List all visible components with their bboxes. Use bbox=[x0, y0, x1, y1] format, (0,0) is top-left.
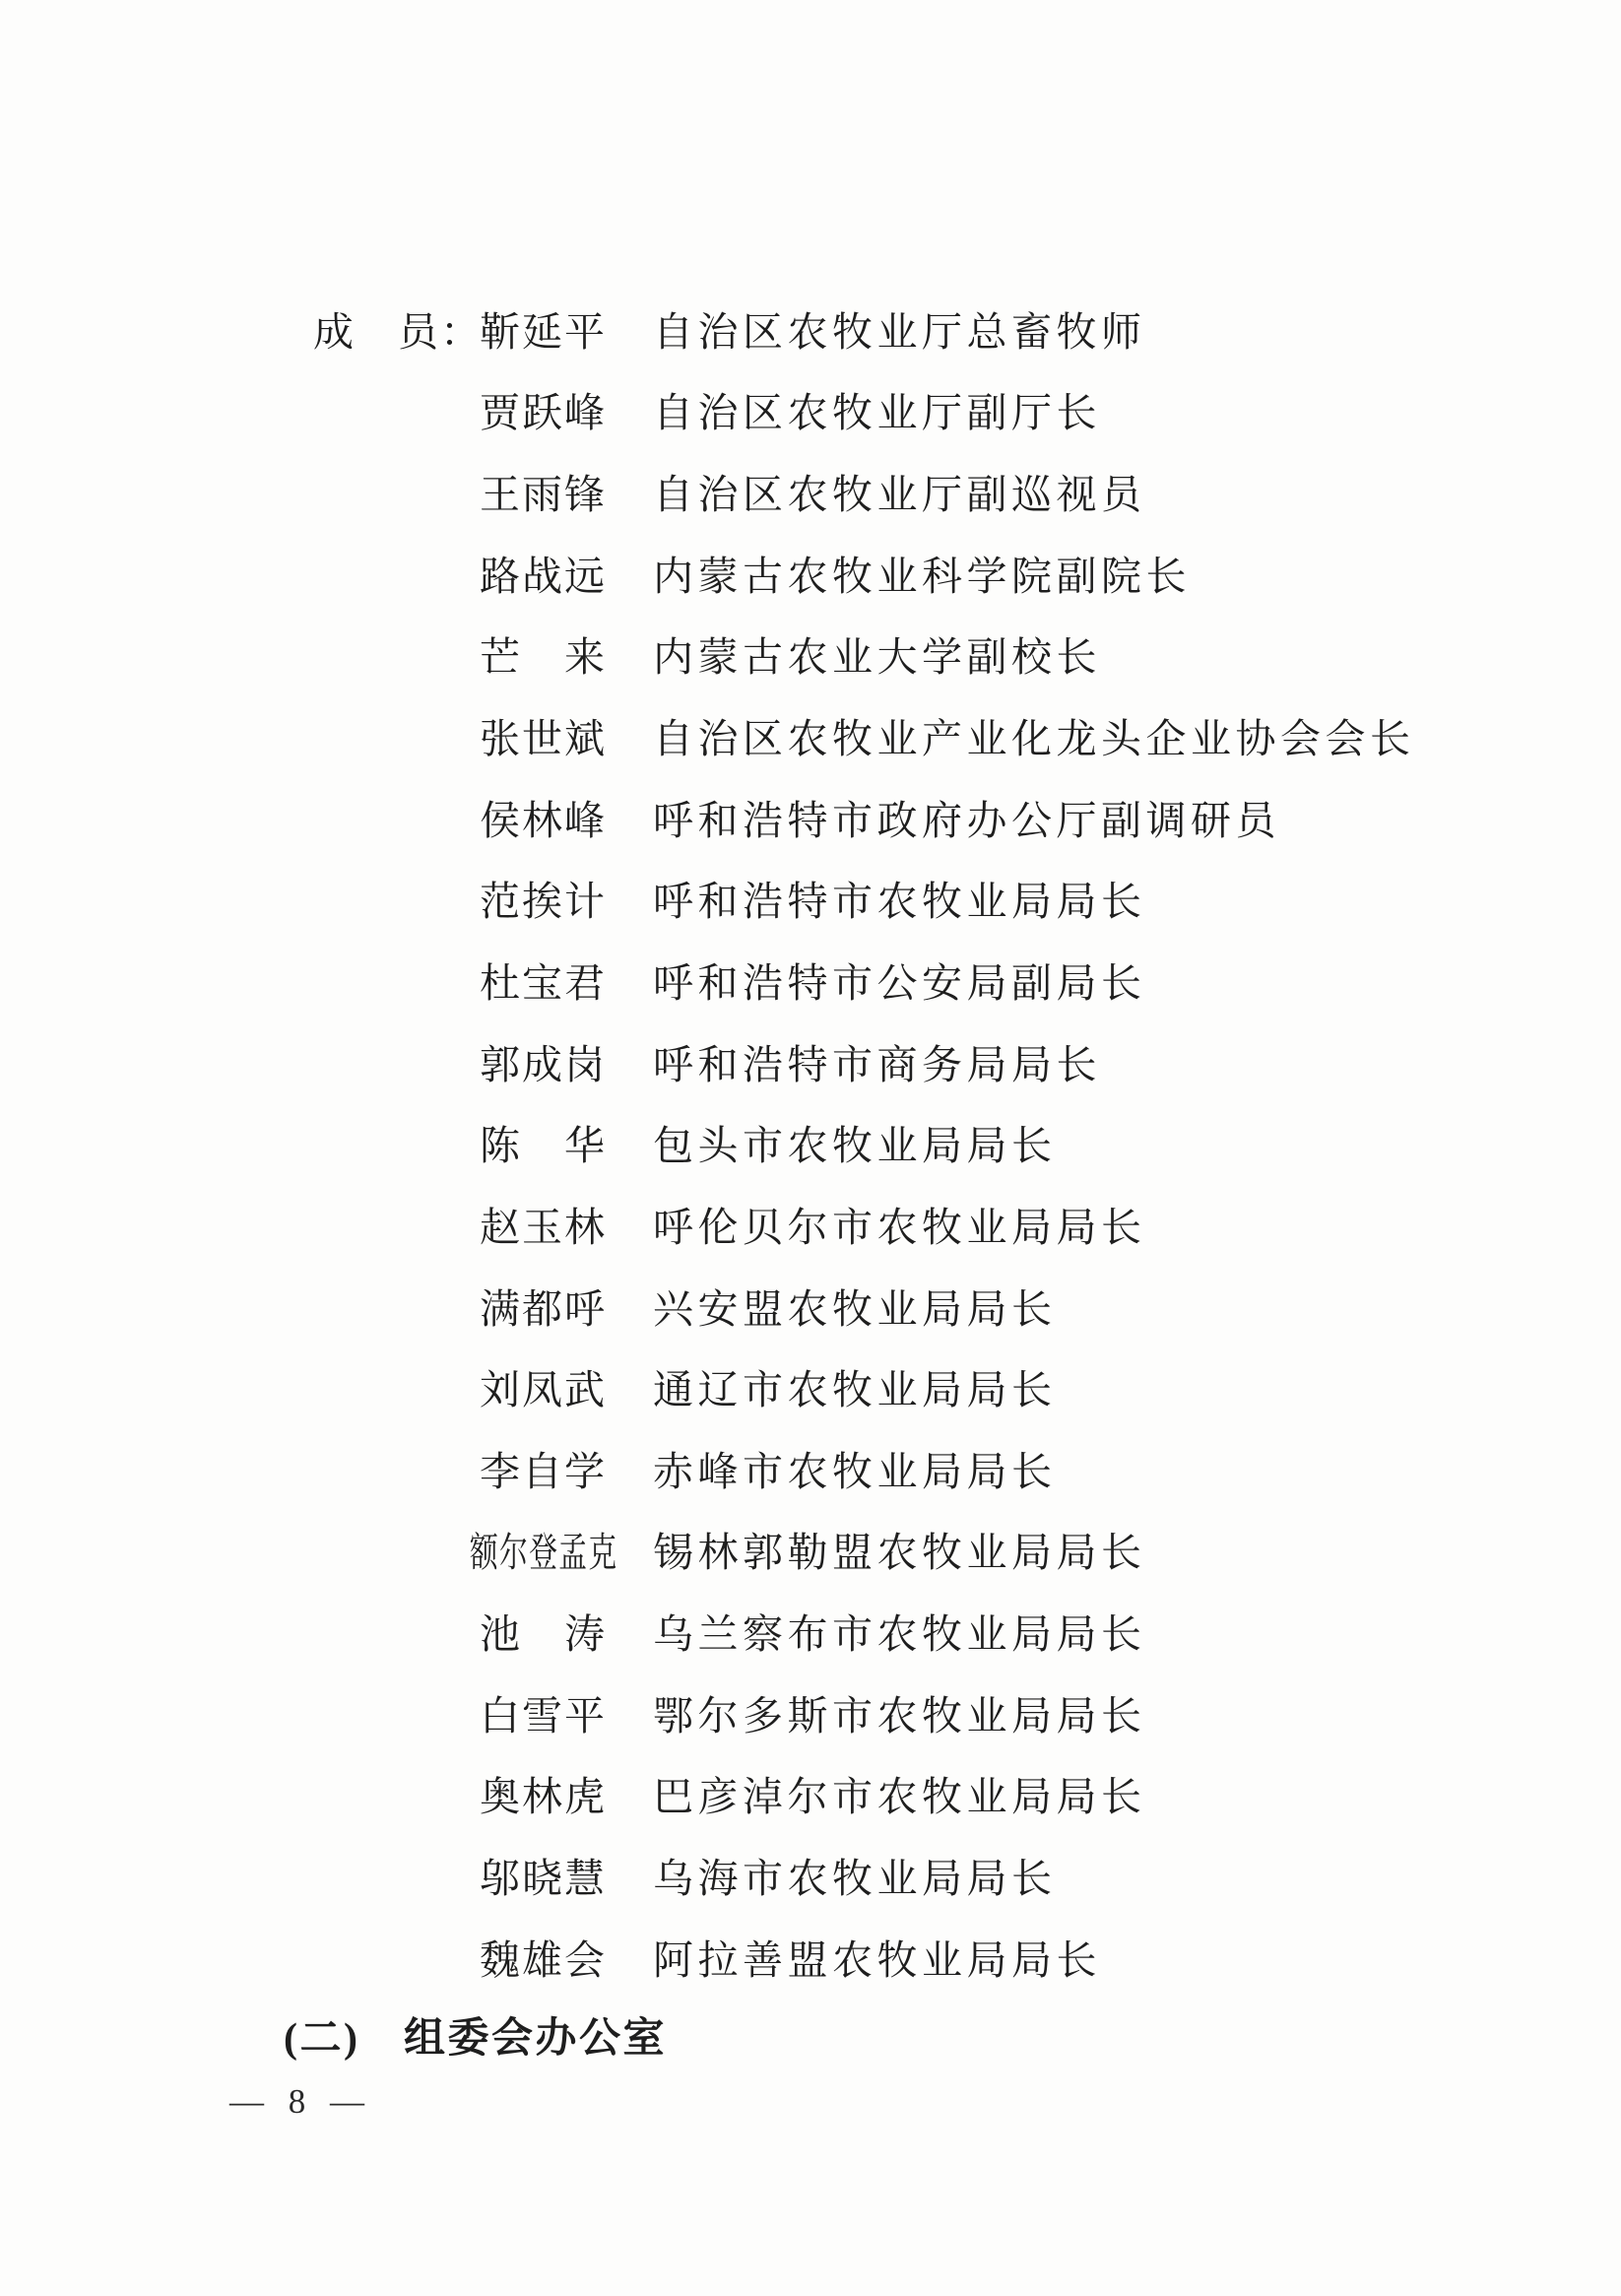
section-heading: (二) 组委会办公室 bbox=[284, 2016, 667, 2062]
member-row bbox=[313, 1672, 1415, 1753]
member-row bbox=[313, 1753, 1415, 1835]
member-name: 奥林虎 bbox=[480, 1774, 607, 1820]
member-row bbox=[313, 776, 1415, 858]
page-number: — 8 — bbox=[229, 2082, 365, 2121]
member-row bbox=[313, 450, 1415, 532]
member-title: 阿拉善盟农牧业局局长 bbox=[653, 1936, 1101, 1983]
member-title: 呼和浩特市商务局局长 bbox=[653, 1041, 1101, 1087]
member-title: 赤峰市农牧业局局长 bbox=[653, 1448, 1057, 1494]
member-list bbox=[313, 288, 1415, 1997]
member-row bbox=[313, 857, 1415, 939]
member-row bbox=[313, 1427, 1415, 1509]
member-title: 内蒙古农业大学副校长 bbox=[653, 634, 1101, 681]
member-name: 满都呼 bbox=[480, 1285, 607, 1332]
member-name: 刘凤武 bbox=[480, 1367, 607, 1413]
member-name: 池 涛 bbox=[480, 1611, 607, 1658]
member-row bbox=[313, 1183, 1415, 1265]
member-name: 侯林峰 bbox=[480, 797, 607, 843]
member-title: 兴安盟农牧业局局长 bbox=[653, 1285, 1057, 1332]
member-title: 包头市农牧业局局长 bbox=[653, 1123, 1057, 1169]
member-title: 呼和浩特市农牧业局局长 bbox=[653, 879, 1146, 925]
member-name: 李自学 bbox=[480, 1448, 607, 1494]
member-label: 成 员： bbox=[313, 308, 483, 355]
member-name: 张世斌 bbox=[480, 716, 607, 762]
member-title: 呼和浩特市政府办公厅副调研员 bbox=[653, 797, 1280, 843]
member-title: 自治区农牧业厅副巡视员 bbox=[653, 472, 1146, 518]
member-title: 鄂尔多斯市农牧业局局长 bbox=[653, 1692, 1146, 1738]
member-row bbox=[313, 1590, 1415, 1672]
member-name: 路战远 bbox=[480, 553, 607, 599]
member-row bbox=[313, 1509, 1415, 1591]
member-name: 邬晓慧 bbox=[480, 1855, 607, 1901]
member-title: 乌兰察布市农牧业局局长 bbox=[653, 1611, 1146, 1658]
member-row bbox=[313, 369, 1415, 451]
member-title: 通辽市农牧业局局长 bbox=[653, 1367, 1057, 1413]
member-name: 贾跃峰 bbox=[480, 390, 607, 436]
member-row bbox=[313, 1834, 1415, 1916]
member-name: 杜宝君 bbox=[480, 959, 607, 1006]
member-name: 白雪平 bbox=[480, 1692, 607, 1738]
member-row bbox=[313, 1020, 1415, 1102]
member-name: 赵玉林 bbox=[480, 1204, 607, 1250]
member-row bbox=[313, 614, 1415, 695]
member-title: 呼和浩特市公安局副局长 bbox=[653, 959, 1146, 1006]
member-name: 郭成岗 bbox=[480, 1041, 607, 1087]
member-row bbox=[313, 1101, 1415, 1183]
member-title: 内蒙古农牧业科学院副院长 bbox=[653, 553, 1191, 599]
member-row bbox=[313, 532, 1415, 614]
member-title: 自治区农牧业产业化龙头企业协会会长 bbox=[653, 716, 1415, 762]
member-name: 额尔登孟克 bbox=[470, 1530, 618, 1576]
member-name: 靳延平 bbox=[480, 308, 607, 355]
member-name: 芒 来 bbox=[480, 634, 607, 681]
member-name: 魏雄会 bbox=[480, 1936, 607, 1983]
member-row bbox=[313, 1916, 1415, 1998]
member-row bbox=[313, 1265, 1415, 1346]
member-row bbox=[313, 1345, 1415, 1427]
member-name: 陈 华 bbox=[480, 1123, 607, 1169]
member-title: 巴彦淖尔市农牧业局局长 bbox=[653, 1774, 1146, 1820]
member-row bbox=[313, 694, 1415, 776]
member-name: 王雨锋 bbox=[480, 472, 607, 518]
member-row bbox=[313, 288, 1415, 369]
member-row bbox=[313, 939, 1415, 1020]
member-name: 范挨计 bbox=[480, 879, 607, 925]
member-title: 呼伦贝尔市农牧业局局长 bbox=[653, 1204, 1146, 1250]
member-title: 自治区农牧业厅副厅长 bbox=[653, 390, 1101, 436]
member-title: 乌海市农牧业局局长 bbox=[653, 1855, 1057, 1901]
member-title: 锡林郭勒盟农牧业局局长 bbox=[653, 1530, 1146, 1576]
member-title: 自治区农牧业厅总畜牧师 bbox=[653, 308, 1146, 355]
